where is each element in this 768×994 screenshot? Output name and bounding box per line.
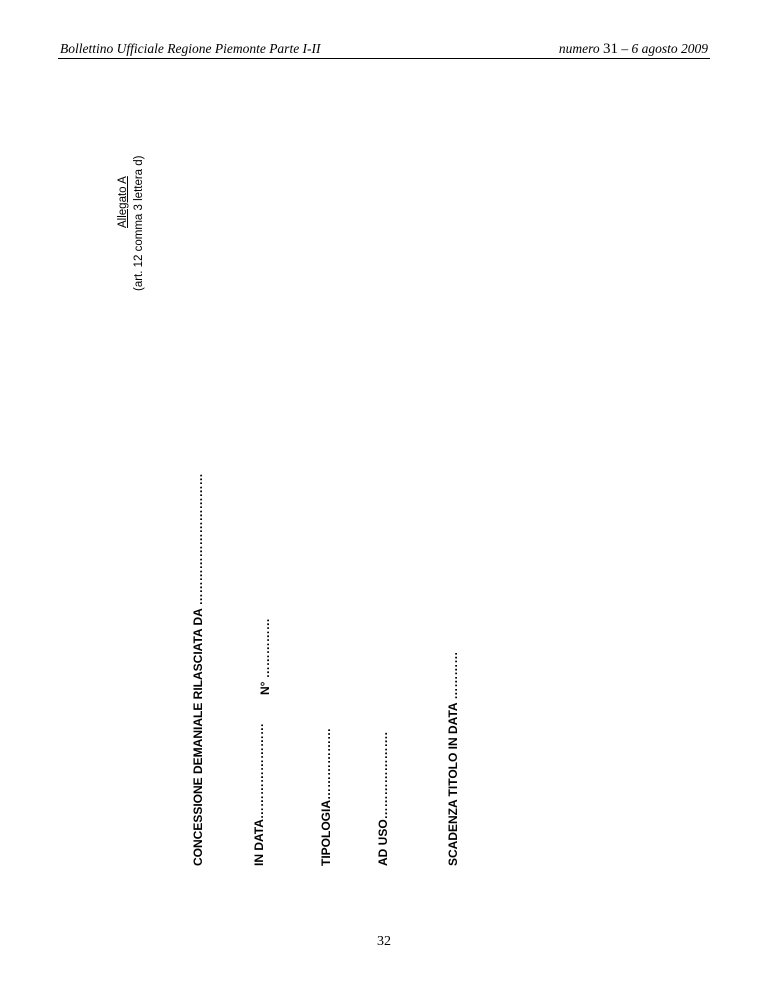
concessione-field: CONCESSIONE DEMANIALE RILASCIATA DA …………………………… <box>191 473 205 866</box>
scadenza-field: SCADENZA TITOLO IN DATA ………… <box>446 651 460 866</box>
issue-date: – 6 agosto 2009 <box>621 41 708 56</box>
allegato-title: Allegato A <box>117 176 129 228</box>
ad-uso-field: AD USO…………………. <box>376 731 390 866</box>
issue-number: 31 <box>602 41 618 57</box>
publication-title: Bollettino Ufficiale Regione Piemonte Parte I-II <box>60 41 321 56</box>
issue-info <box>559 41 708 58</box>
allegato-subtitle: (art. 12 comma 3 lettera d) <box>133 155 145 291</box>
header-divider <box>58 58 710 59</box>
page-number: 32 <box>377 934 391 949</box>
in-data-field: IN DATA…………………… <box>252 723 266 866</box>
issue-prefix: numero <box>558 41 600 56</box>
numero-field: N° …………… <box>258 618 272 695</box>
tipologia-field: TIPOLOGIA……………… <box>319 728 333 866</box>
